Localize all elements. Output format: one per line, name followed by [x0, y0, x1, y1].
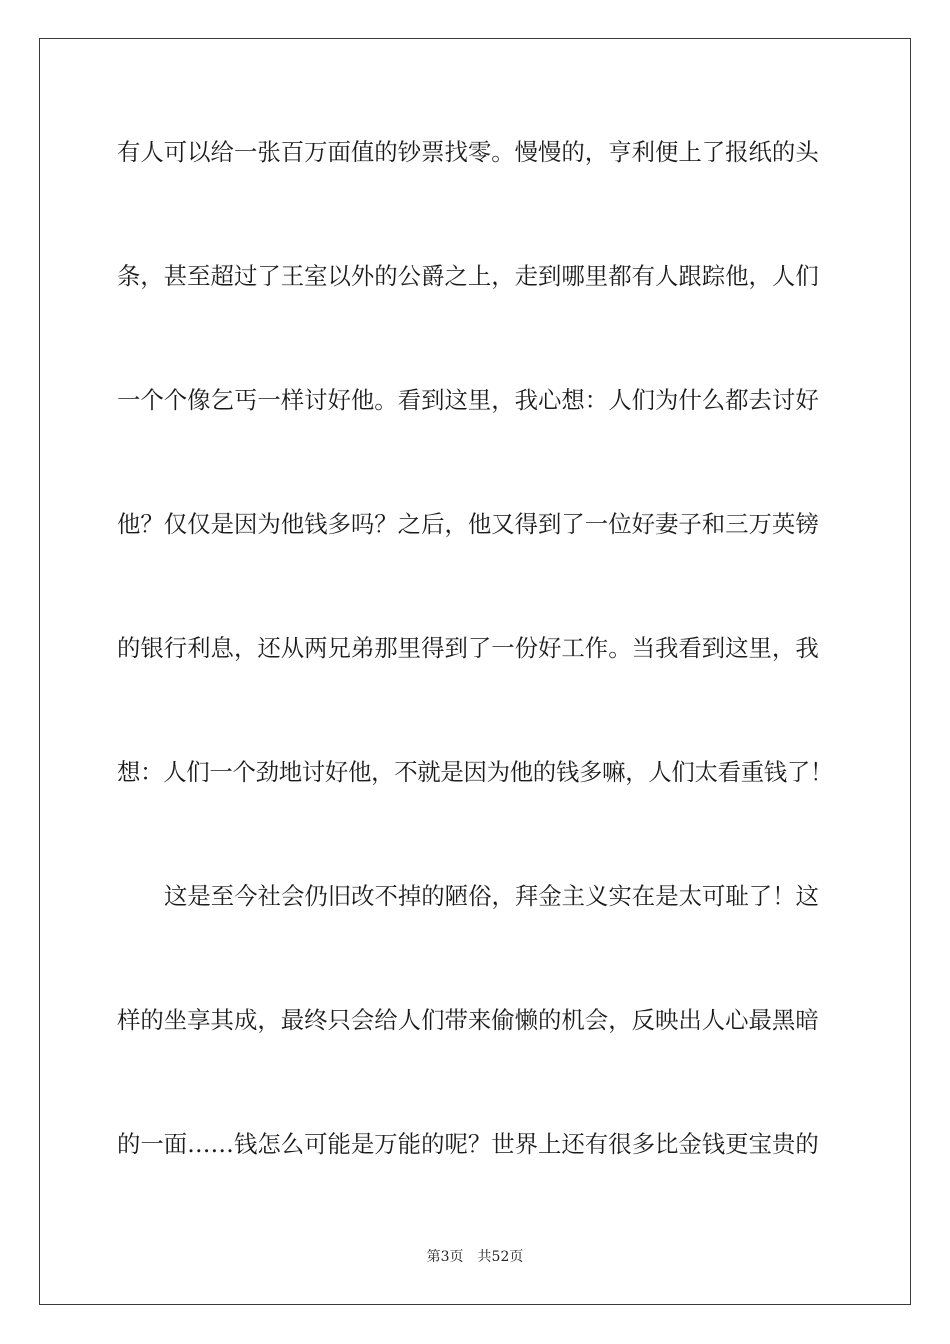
text-line-6: 想：人们一个劲地讨好他，不就是因为他的钱多嘛，人们太看重钱了！ [117, 758, 834, 786]
text-line-5: 的银行利息，还从两兄弟那里得到了一份好工作。当我看到这里，我 [117, 634, 819, 662]
text-line-4: 他？仅仅是因为他钱多吗？之后，他又得到了一位好妻子和三万英镑 [117, 510, 819, 538]
text-line-9: 的一面……钱怎么可能是万能的呢？世界上还有很多比金钱更宝贵的 [117, 1130, 819, 1158]
text-line-3: 一个个像乞丐一样讨好他。看到这里，我心想：人们为什么都去讨好 [117, 386, 819, 414]
page-footer [0, 1248, 950, 1266]
text-line-8: 样的坐享其成，最终只会给人们带来偷懒的机会，反映出人心最黑暗 [117, 1006, 819, 1034]
text-line-2: 条，甚至超过了王室以外的公爵之上，走到哪里都有人跟踪他，人们 [117, 262, 819, 290]
text-line-1: 有人可以给一张百万面值的钞票找零。慢慢的，亨利便上了报纸的头 [117, 138, 819, 166]
page-number: 第3页 [426, 1249, 464, 1265]
page-border [39, 38, 911, 1305]
text-line-7: 这是至今社会仍旧改不掉的陋俗，拜金主义实在是太可耻了！这 [164, 882, 819, 910]
page-total: 共52页 [477, 1249, 524, 1265]
